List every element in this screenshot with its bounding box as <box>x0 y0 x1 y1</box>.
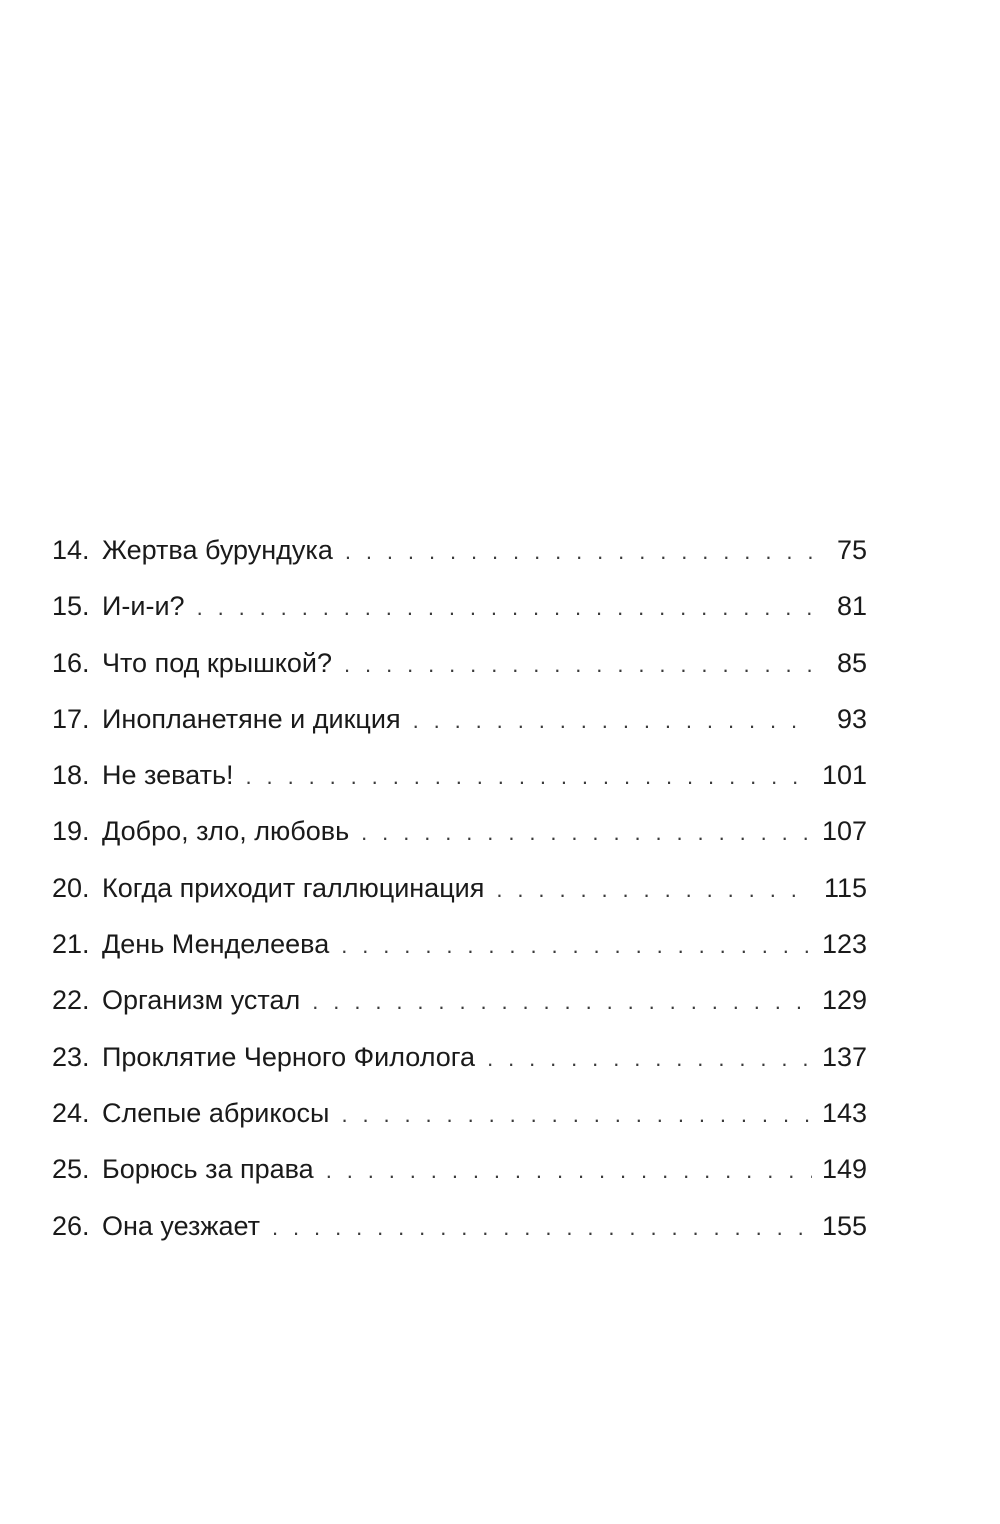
dot-leader <box>272 1200 812 1256</box>
chapter-number: 17. <box>52 703 90 734</box>
dot-leader <box>487 1031 812 1087</box>
chapter-title: Не зевать! <box>102 760 234 791</box>
toc-entry <box>52 1085 867 1141</box>
dot-leader <box>361 805 812 861</box>
chapter-title: Борюсь за права <box>102 1154 314 1185</box>
dot-leader <box>312 974 812 1030</box>
page-number: 101 <box>821 760 867 791</box>
page-number: 129 <box>821 985 867 1016</box>
toc-entry <box>52 1029 867 1085</box>
page-number: 115 <box>823 872 867 903</box>
chapter-number: 18. <box>52 760 90 791</box>
dot-leader <box>413 693 813 749</box>
chapter-title: Жертва бурундука <box>102 535 333 565</box>
chapter-title: Организм устал <box>102 985 301 1016</box>
toc-entry <box>52 1198 867 1254</box>
dot-leader <box>326 1143 812 1199</box>
page-number: 137 <box>821 1041 867 1072</box>
chapter-title: Когда приходит галлюцинация <box>102 872 485 903</box>
chapter-title: Проклятие Черного Филолога <box>102 1041 476 1072</box>
toc-entry <box>52 635 867 691</box>
chapter-title: Добро, зло, любовь <box>102 816 350 847</box>
toc-entry <box>52 972 867 1028</box>
chapter-number: 15. <box>52 591 90 622</box>
toc-entry <box>52 747 867 803</box>
chapter-number: 20. <box>52 872 90 903</box>
page-number: 81 <box>836 591 867 622</box>
toc-entry <box>52 691 867 747</box>
chapter-title: Она уезжает <box>102 1210 260 1241</box>
page-number: 123 <box>821 929 867 960</box>
toc-entry <box>52 803 867 859</box>
chapter-number: 19. <box>52 816 90 847</box>
chapter-title: Что под крышкой? <box>102 647 333 678</box>
chapter-title: Инопланетяне и дикция <box>102 703 401 734</box>
page-number: 93 <box>836 703 867 734</box>
chapter-number: 24. <box>52 1097 90 1128</box>
toc-entry <box>52 1141 867 1197</box>
page-number: 107 <box>821 816 867 847</box>
page-number: 149 <box>821 1154 867 1185</box>
toc-entry <box>52 578 867 634</box>
toc-entry <box>52 860 867 916</box>
dot-leader <box>341 918 812 974</box>
toc-entry <box>52 522 867 578</box>
dot-leader <box>197 580 813 636</box>
chapter-number: 16. <box>52 647 90 678</box>
dot-leader <box>345 524 813 580</box>
chapter-number: 14. <box>52 535 90 565</box>
table-of-contents <box>52 522 867 1254</box>
chapter-title: Слепые абрикосы <box>102 1097 330 1128</box>
chapter-number: 22. <box>52 985 90 1016</box>
chapter-number: 26. <box>52 1210 90 1241</box>
page-number: 143 <box>821 1097 867 1128</box>
toc-entry <box>52 916 867 972</box>
dot-leader <box>496 862 813 918</box>
dot-leader <box>344 637 813 693</box>
dot-leader <box>246 749 812 805</box>
dot-leader <box>341 1087 812 1143</box>
page-number: 85 <box>836 647 867 678</box>
chapter-number: 21. <box>52 929 90 960</box>
chapter-title: И-и-и? <box>102 591 185 622</box>
chapter-number: 23. <box>52 1041 90 1072</box>
chapter-number: 25. <box>52 1154 90 1185</box>
page-number: 75 <box>836 535 867 565</box>
chapter-title: День Менделеева <box>102 929 330 960</box>
page-number: 155 <box>821 1210 867 1241</box>
